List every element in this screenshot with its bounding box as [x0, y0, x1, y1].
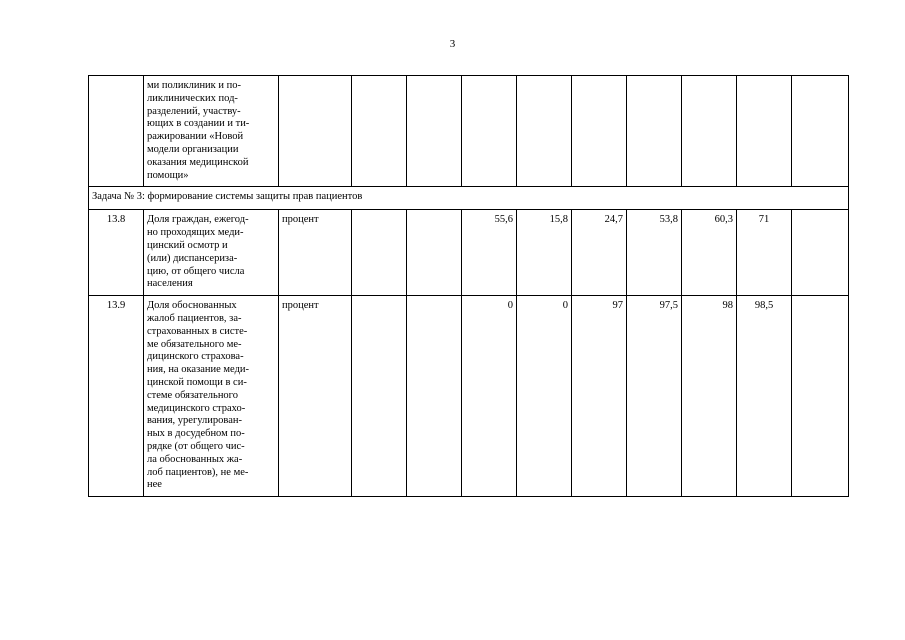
- value-cell: 15,8: [517, 210, 572, 296]
- name-line: модели организации: [147, 143, 239, 155]
- name-line: страхованных в систе-: [147, 325, 248, 337]
- value-cell: 98,5: [737, 296, 792, 497]
- value-cell: 53,8: [627, 210, 682, 296]
- value-cell: [352, 210, 407, 296]
- task-heading: Задача № 3: формирование системы защиты прав пациентов: [89, 187, 849, 210]
- name-line: дицинского страхова-: [147, 351, 244, 363]
- name-line: ющих в создании и ти-: [147, 118, 250, 130]
- value-cell: [792, 296, 849, 497]
- value-cell: [792, 76, 849, 187]
- name-line: медицинского страхо-: [147, 402, 246, 414]
- task-row: [89, 187, 849, 210]
- value-cell: [517, 76, 572, 187]
- name-line: нее: [147, 479, 162, 491]
- value-cell: 71: [737, 210, 792, 296]
- name-line: Доля обоснованных: [147, 300, 237, 312]
- name-line: ла обоснованных жа-: [147, 453, 243, 465]
- indicators-table: [88, 75, 849, 497]
- indicator-name-cell: [144, 210, 279, 296]
- name-line: ния, на оказание меди-: [147, 364, 250, 376]
- name-line: разделений, участву-: [147, 105, 241, 117]
- value-cell: [352, 76, 407, 187]
- name-line: но проходящих меди-: [147, 227, 244, 239]
- value-cell: 98: [682, 296, 737, 497]
- value-cell: [407, 210, 462, 296]
- name-line: Доля граждан, ежегод-: [147, 214, 249, 226]
- name-line: цинской помощи в си-: [147, 376, 247, 388]
- value-cell: 55,6: [462, 210, 517, 296]
- table-row: [89, 210, 849, 296]
- name-line: оказания медицинской: [147, 156, 249, 168]
- unit-cell: [279, 76, 352, 187]
- value-cell: [682, 76, 737, 187]
- name-line: населения: [147, 278, 193, 290]
- value-cell: 97,5: [627, 296, 682, 497]
- row-number: 13.8: [89, 210, 144, 296]
- name-line: ме обязательного ме-: [147, 338, 242, 350]
- unit-cell: процент: [279, 210, 352, 296]
- continuation-row: [89, 76, 849, 187]
- value-cell: [407, 296, 462, 497]
- name-line: цинский осмотр и: [147, 239, 228, 251]
- name-line: ликлинических под-: [147, 92, 238, 104]
- table-row: [89, 296, 849, 497]
- value-cell: 0: [462, 296, 517, 497]
- value-cell: [462, 76, 517, 187]
- row-number-cell: [89, 76, 144, 187]
- value-cell: [352, 296, 407, 497]
- value-cell: 60,3: [682, 210, 737, 296]
- name-line: ражировании «Новой: [147, 131, 244, 143]
- indicator-name-cell: [144, 296, 279, 497]
- name-line: вания, урегулирован-: [147, 415, 243, 427]
- name-line: ных в досудебном по-: [147, 428, 245, 440]
- value-cell: 24,7: [572, 210, 627, 296]
- name-line: (или) диспансериза-: [147, 252, 238, 264]
- value-cell: [627, 76, 682, 187]
- value-cell: 0: [517, 296, 572, 497]
- value-cell: [792, 210, 849, 296]
- value-cell: 97: [572, 296, 627, 497]
- row-number: 13.9: [89, 296, 144, 497]
- page-number: 3: [449, 38, 456, 50]
- name-line: жалоб пациентов, за-: [147, 312, 242, 324]
- name-line: помощи»: [147, 169, 189, 181]
- unit-cell: процент: [279, 296, 352, 497]
- name-line: рядке (от общего чис-: [147, 440, 245, 452]
- name-line: лоб пациентов), не ме-: [147, 466, 249, 478]
- value-cell: [407, 76, 462, 187]
- value-cell: [572, 76, 627, 187]
- name-line: ми поликлиник и по-: [147, 80, 242, 91]
- indicator-name-cell: [144, 76, 279, 187]
- name-line: цию, от общего числа: [147, 265, 245, 277]
- name-line: стеме обязательного: [147, 389, 238, 401]
- value-cell: [737, 76, 792, 187]
